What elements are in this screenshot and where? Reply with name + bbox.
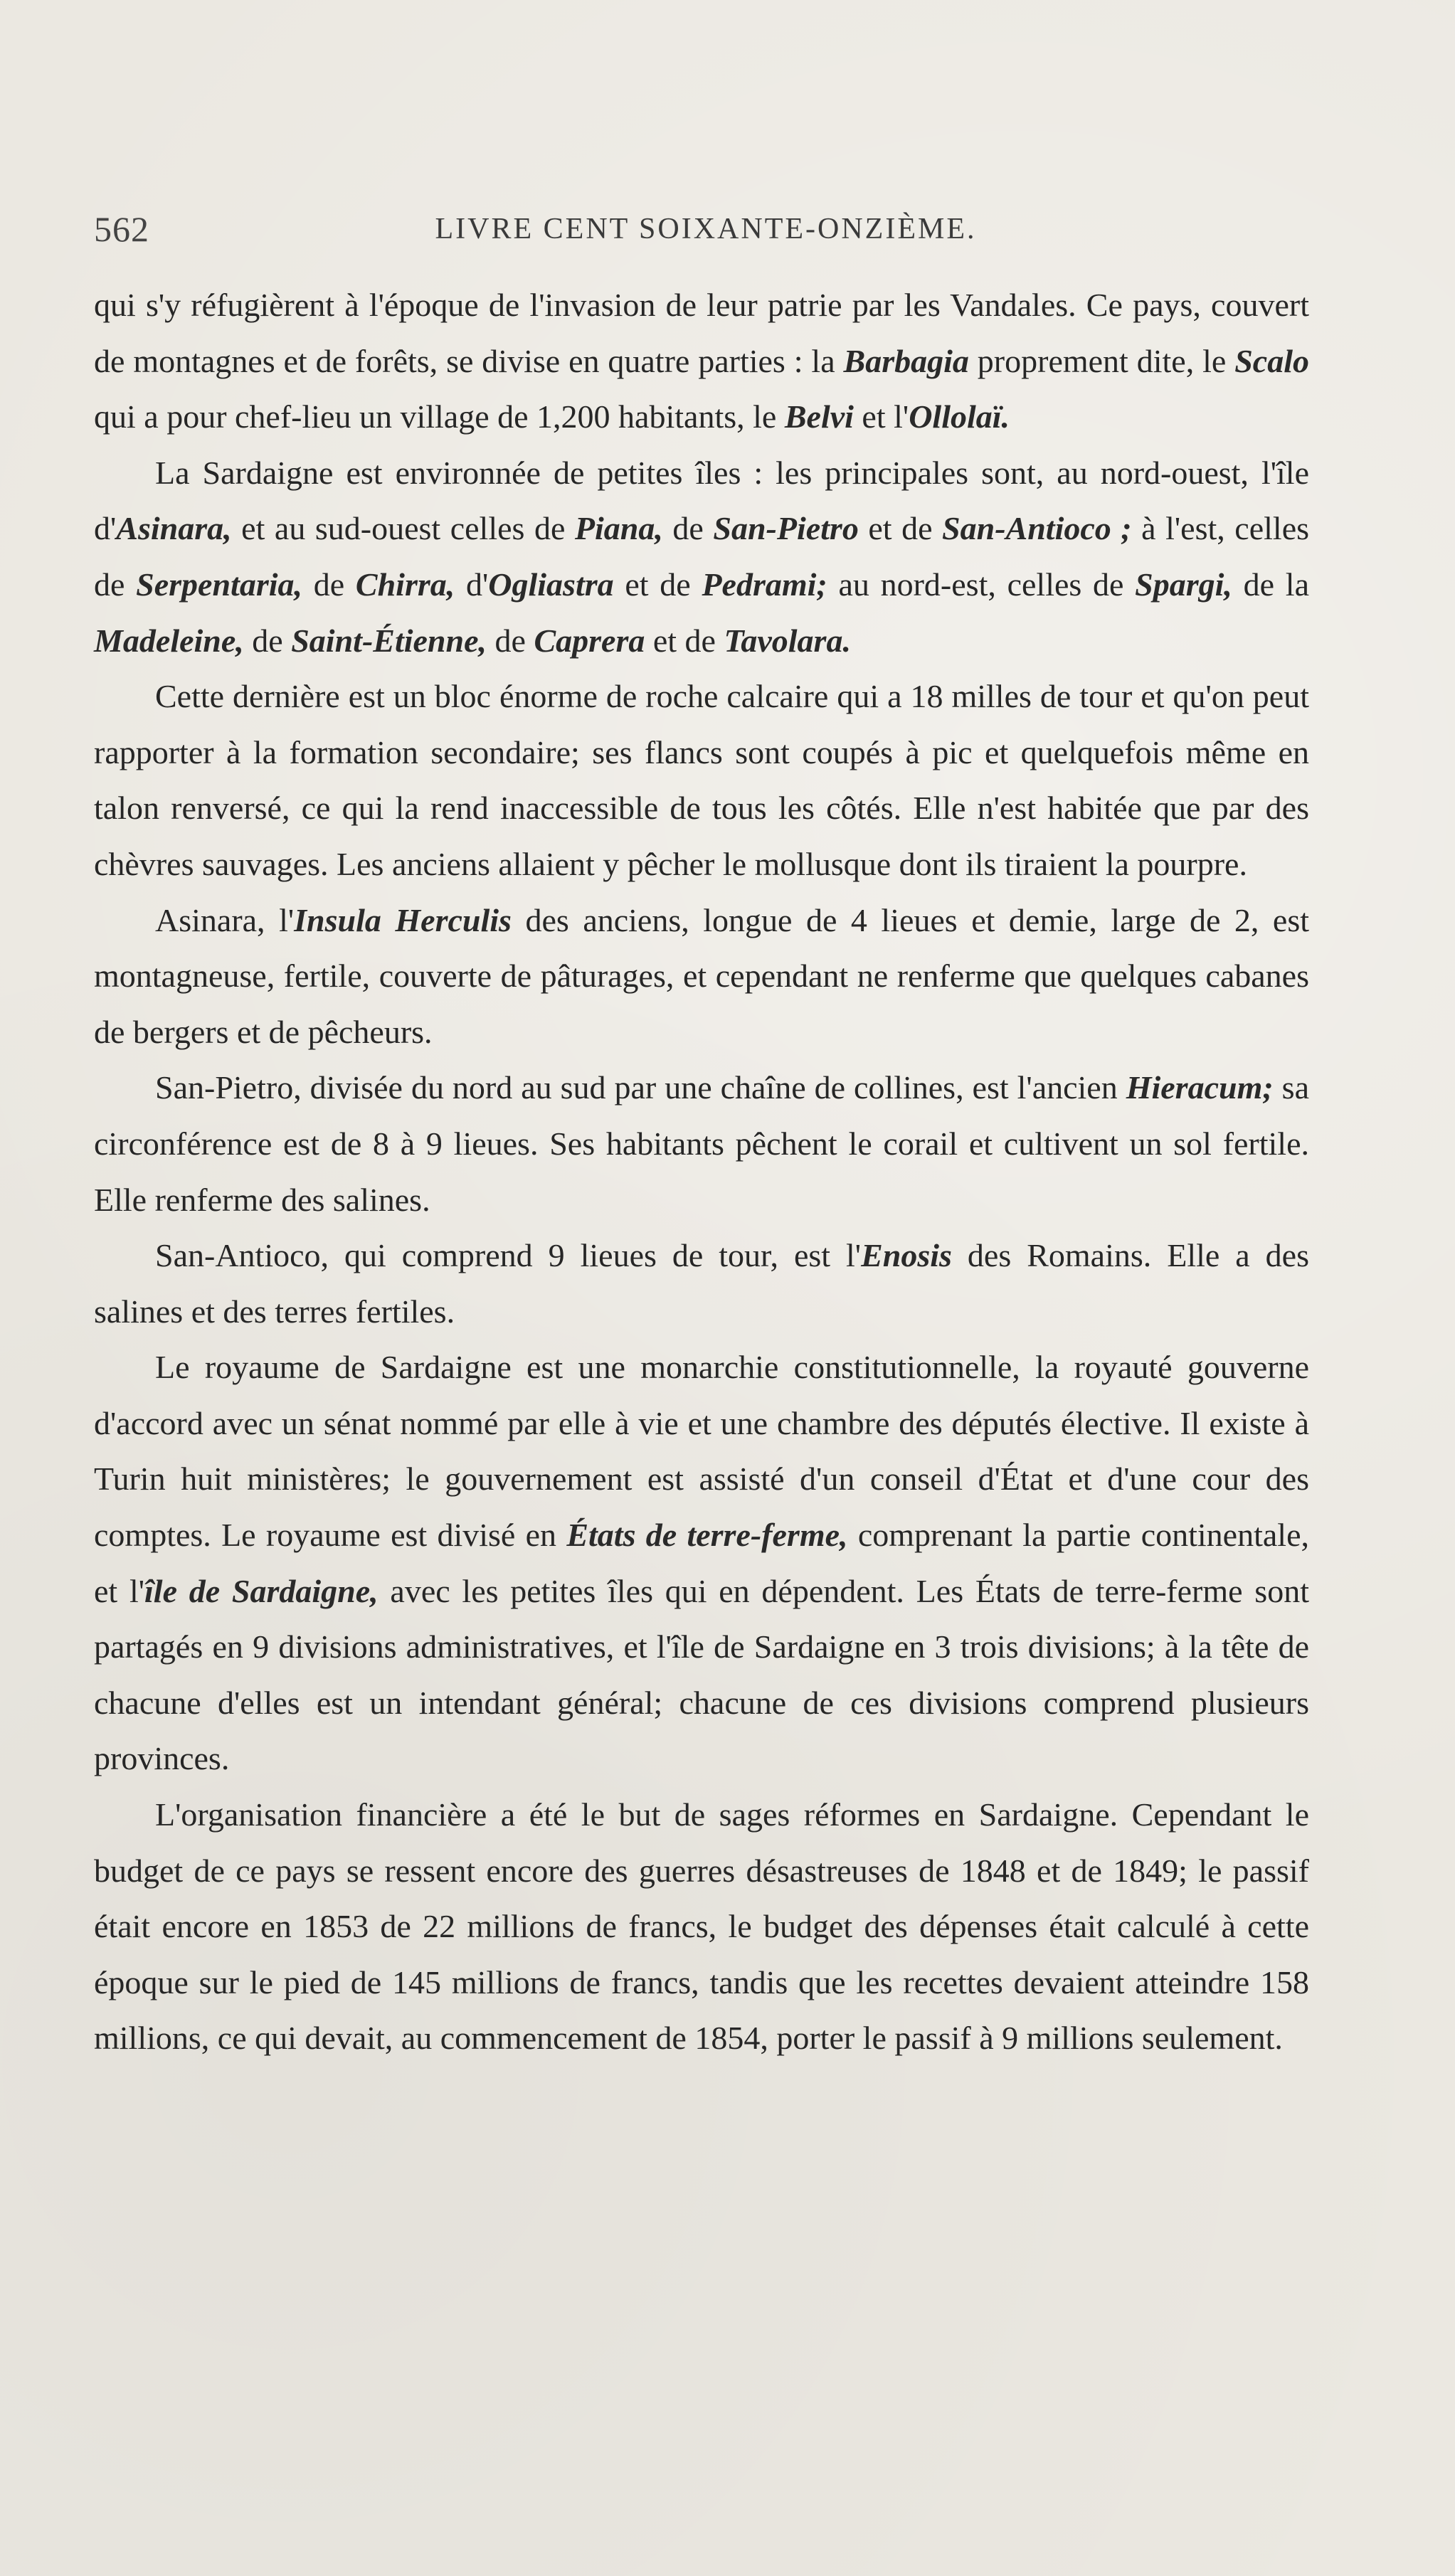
text-run: de [662, 510, 714, 547]
italic-term: Enosis [861, 1237, 952, 1274]
italic-term: Ogliastra [488, 566, 614, 603]
italic-term: Belvi [784, 398, 854, 435]
italic-term: Serpentaria, [136, 566, 303, 603]
text-run: San-Antioco, qui comprend 9 lieues de tour, est l' [155, 1237, 862, 1274]
paragraph [94, 893, 1309, 1061]
italic-term: Scalo [1234, 342, 1309, 379]
text-run: et de [645, 622, 724, 659]
text-run: L'organisation financière a été le but de sages réformes en Sardaigne. Cependant le budget de ce pays se ressent encore des guerres désastreuses de 1848 et de 1849; le passif était encore en 1853 de 22 millions de francs, le budget des dépenses était calculé à cette époque sur le pied de 145 millions de francs, tandis que les recettes devaient atteindre 158 millions, ce qui devait, au commencement de 1854, porter le passif à 9 millions seulement. [94, 1796, 1309, 2057]
paragraph [94, 1228, 1309, 1340]
text-run: Asinara, l' [155, 901, 295, 938]
text-run: et de [858, 510, 943, 547]
text-run: sa circonférence est de 8 à 9 lieues. Ses habitants pêchent le corail et cultivent un sol fertile. Elle renferme des salines. [94, 1069, 1309, 1218]
italic-term: San-Antioco ; [942, 510, 1132, 547]
italic-term: Spargi, [1135, 566, 1232, 603]
text-run: à l'est, celles de [94, 510, 1310, 603]
italic-term: Piana, [574, 510, 663, 547]
text-run: et au sud-ouest celles de [231, 510, 575, 547]
text-run: d' [455, 566, 489, 603]
paragraph [94, 277, 1309, 445]
paragraph [94, 669, 1309, 892]
text-run: des anciens, longue de 4 lieues et demie, large de 2, est montagneuse, fertile, couverte de pâturages, et cependant ne renferme que quelques cabanes de bergers et de pêcheurs. [94, 901, 1309, 1050]
page-header [94, 208, 1318, 250]
italic-term: Chirra, [355, 566, 455, 603]
paragraph [94, 1340, 1309, 1787]
paragraph [94, 445, 1309, 669]
italic-term: Asinara, [116, 510, 232, 547]
italic-term: Saint-Étienne, [291, 622, 487, 659]
text-run: des Romains. Elle a des salines et des terres fertiles. [94, 1237, 1309, 1330]
text-run: et l' [853, 398, 909, 435]
italic-term: Caprera [534, 622, 645, 659]
text-run: La Sardaigne est environnée de petites îles : les principales sont, au nord-ouest, l'île d' [94, 454, 1309, 547]
text-run: de [243, 622, 292, 659]
text-run: et de [613, 566, 702, 603]
italic-term: Barbagia [843, 342, 969, 379]
text-run: Le royaume de Sardaigne est une monarchie constitutionnelle, la royauté gouverne d'accord avec un sénat nommé par elle à vie et une chambre des députés élective. Il existe à Turin huit ministères; le gouvernement est assisté d'un conseil d'État et d'une cour des comptes. Le royaume est divisé en [94, 1349, 1309, 1554]
text-run: San-Pietro, divisée du nord au sud par une chaîne de collines, est l'ancien [155, 1069, 1126, 1106]
italic-term: Hieracum; [1126, 1069, 1274, 1106]
italic-term: Madeleine, [94, 622, 244, 659]
text-run: Cette dernière est un bloc énorme de roche calcaire qui a 18 milles de tour et qu'on peut rapporter à la formation secondaire; ses flancs sont coupés à pic et quelquefois même en talon renversé, ce qui la rend inaccessible de tous les côtés. Elle n'est habitée que par des chèvres sauvages. Les anciens allaient y pêcher le mollusque dont ils tiraient la pourpre. [94, 678, 1309, 882]
italic-term: Insula Herculis [294, 901, 512, 938]
text-run: avec les petites îles qui en dépendent. Les États de terre-ferme sont partagés en 9 divisions administratives, et l'île de Sardaigne en 3 trois divisions; à la tête de chacune d'elles est un intendant général; chacune de ces divisions comprend plusieurs provinces. [94, 1572, 1309, 1777]
text-run: de [302, 566, 356, 603]
text-run: de [487, 622, 534, 659]
text-run: qui a pour chef-lieu un village de 1,200 habitants, le [94, 398, 785, 435]
italic-term: Tavolara. [724, 622, 851, 659]
italic-term: Ollolaï. [909, 398, 1010, 435]
italic-term: États de terre-ferme, [566, 1517, 848, 1554]
italic-term: San-Pietro [713, 510, 859, 547]
text-run: comprenant la partie continentale, et l' [94, 1517, 1309, 1609]
paragraph [94, 1060, 1309, 1228]
text-run: de la [1232, 566, 1309, 603]
text-run: au nord-est, celles de [827, 566, 1136, 603]
text-run: qui s'y réfugièrent à l'époque de l'invasion de leur patrie par les Vandales. Ce pays, couvert de montagnes et de forêts, se divise en quatre parties : la [94, 287, 1309, 379]
italic-term: île de Sardaigne, [144, 1572, 379, 1609]
running-title: LIVRE CENT SOIXANTE-ONZIÈME. [435, 213, 977, 245]
page-number: 562 [94, 209, 149, 249]
text-run: proprement dite, le [968, 342, 1235, 379]
body-text [94, 277, 1309, 2067]
paragraph [94, 1787, 1309, 2067]
italic-term: Pedrami; [702, 566, 827, 603]
